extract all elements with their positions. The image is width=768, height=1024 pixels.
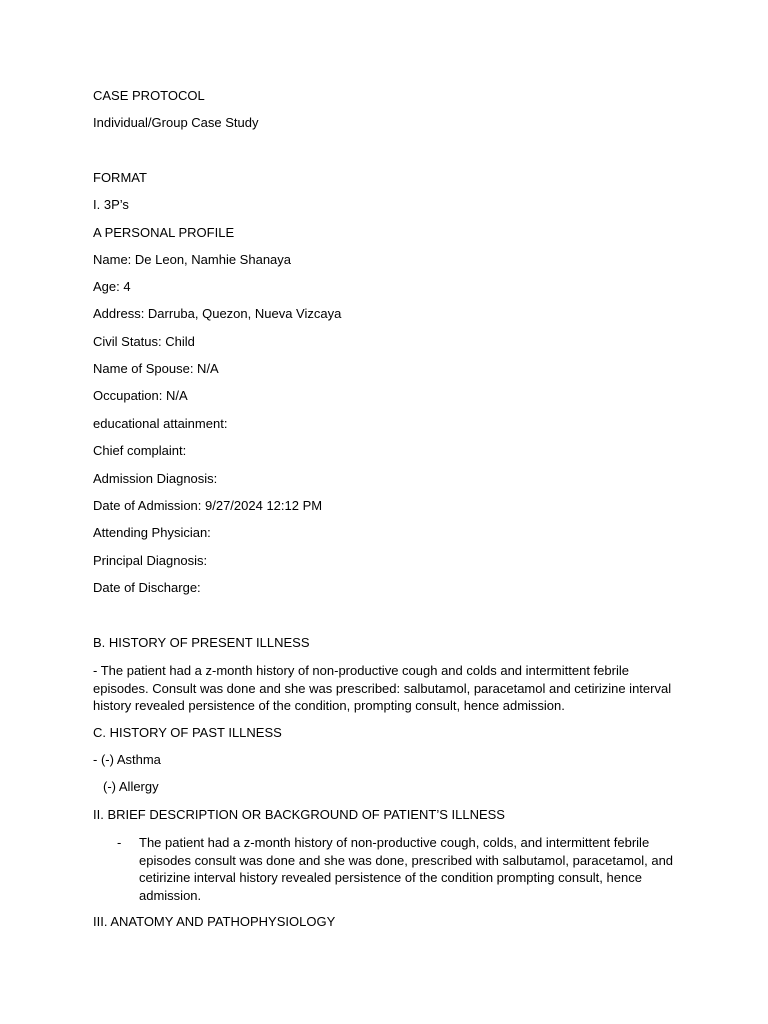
profile-admission-diagnosis: Admission Diagnosis: [93, 471, 218, 486]
profile-education: educational attainment: [93, 416, 228, 431]
past-illness-allergy: (-) Allergy [103, 779, 159, 794]
present-illness-paragraph: - The patient had a z-month history of non-productive cough and colds and intermittent febrile episodes. Consult was done and she was prescribed: salbutamol, paracetamol and cetirizine interval history revealed persistence of the condition, prompting consult, hence admission. [93, 663, 672, 713]
section-a-heading: A PERSONAL PROFILE [93, 225, 235, 240]
section-1-heading: I. 3P’s [93, 197, 129, 212]
profile-date-of-discharge: Date of Discharge: [93, 580, 201, 595]
profile-principal-diagnosis: Principal Diagnosis: [93, 553, 208, 568]
profile-attending-physician: Attending Physician: [93, 525, 211, 540]
profile-occupation: Occupation: N/A [93, 388, 188, 403]
section-c-heading: C. HISTORY OF PAST ILLNESS [93, 725, 282, 740]
profile-name: Name: De Leon, Namhie Shanaya [93, 252, 292, 267]
section-3-heading: III. ANATOMY AND PATHOPHYSIOLOGY [93, 914, 336, 929]
document-subtitle: Individual/Group Case Study [93, 115, 259, 130]
profile-civil-status: Civil Status: Child [93, 334, 195, 349]
bullet-marker: - [117, 835, 122, 850]
profile-address: Address: Darruba, Quezon, Nueva Vizcaya [93, 306, 342, 321]
past-illness-asthma: - (-) Asthma [93, 752, 161, 767]
profile-date-of-admission: Date of Admission: 9/27/2024 12:12 PM [93, 498, 323, 513]
profile-spouse: Name of Spouse: N/A [93, 361, 219, 376]
profile-chief-complaint: Chief complaint: [93, 443, 187, 458]
document-title: CASE PROTOCOL [93, 88, 205, 103]
format-heading: FORMAT [93, 170, 147, 185]
section-b-heading: B. HISTORY OF PRESENT ILLNESS [93, 635, 310, 650]
profile-age: Age: 4 [93, 279, 131, 294]
brief-description-text: The patient had a z-month history of non-productive cough, colds, and intermittent febrile episodes consult was done and she was done, prescribed with salbutamol, paracetamol, and cetirizine interval history revealed persistence of the condition prompting consult, hence admission. [139, 835, 674, 903]
section-2-heading: II. BRIEF DESCRIPTION OR BACKGROUND OF PATIENT’S ILLNESS [93, 807, 505, 822]
